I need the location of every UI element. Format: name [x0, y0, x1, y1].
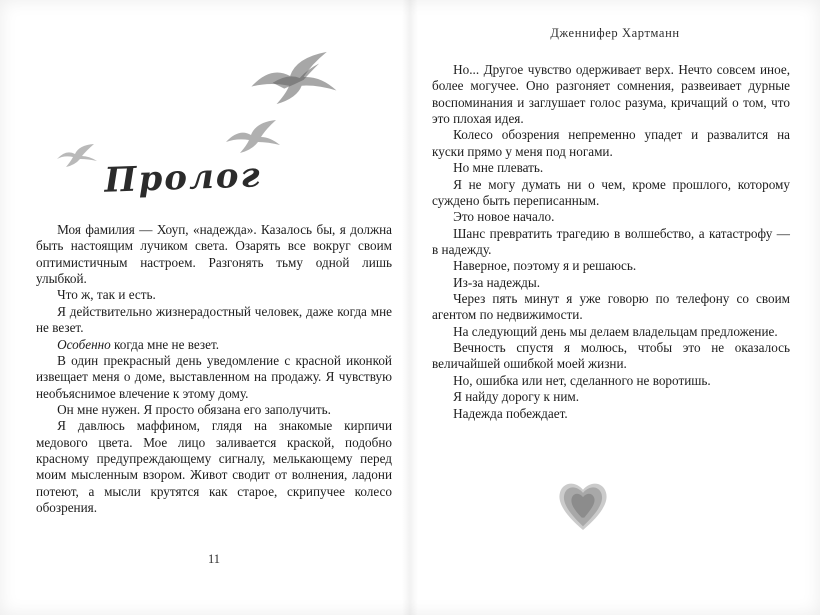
- page-number: 11: [207, 552, 221, 566]
- paragraph: Колесо обозрения непременно упадет и развалится на куски прямо у меня под ногами.: [432, 127, 790, 159]
- paragraph: В один прекрасный день уведомление с красной иконкой извещает меня о доме, выставленном на продажу. Я чувствую необъяснимое влечение к этому дому.: [36, 352, 392, 401]
- paragraph: На следующий день мы делаем владельцам предложение.: [453, 323, 778, 339]
- paragraph-emphasis: [36, 337, 392, 353]
- right-page-text: [432, 62, 790, 422]
- bird-icon-large: [242, 48, 342, 106]
- running-head-author: Дженнифер Хартманн: [550, 26, 680, 40]
- paragraph: Из-за надежды.: [453, 274, 541, 290]
- paragraph: Я давлюсь маффином, глядя на знакомые кирпичи медового цвета. Мое лицо заливается краской, подобно красному предупреждающему сигналу, мелькающему перед моим мысленным взором. Живот сводит от волнения, ладони потеют, а мысли крутятся как старое, скрипучее колесо обозрения.: [36, 418, 392, 516]
- paragraph: Но мне плевать.: [453, 160, 544, 176]
- paragraph: Но, ошибка или нет, сделанного не воротишь.: [453, 372, 711, 388]
- paragraph: Моя фамилия — Хоуп, «надежда». Казалось бы, я должна быть настоящим лучиком света. Озарять все вокруг своим оптимистичным настроем. Разгонять тьму одной лишь улыбкой.: [36, 222, 392, 287]
- paragraph: Но... Другое чувство одерживает верх. Нечто совсем иное, более могучее. Оно разгоняет сомнения, развеивает дурные воспоминания и заглушает голос разума, кричащий о том, что это плохая идея.: [432, 62, 790, 127]
- paragraph: Я действительно жизнерадостный человек, даже когда мне не везет.: [36, 303, 392, 336]
- paragraph: Наверное, поэтому я и решаюсь.: [453, 258, 637, 274]
- paragraph: Я не могу думать ни о чем, кроме прошлого, которому суждено быть переписанным.: [432, 176, 790, 208]
- paragraph-rest: когда мне не везет.: [110, 336, 220, 352]
- paragraph: Это новое начало.: [453, 209, 555, 225]
- paragraph: Я найду дорогу к ним.: [453, 389, 580, 405]
- left-page-text: [36, 222, 392, 516]
- prologue-title: Пролог: [103, 155, 263, 201]
- paragraph: Через пять минут я уже говорю по телефону со своим агентом по недвижимости.: [432, 291, 790, 323]
- paragraph: Он мне нужен. Я просто обязана его заполучить.: [57, 401, 331, 417]
- emphasized-word: Особенно: [57, 336, 111, 352]
- paragraph: Что ж, так и есть.: [57, 287, 156, 303]
- paragraph: Шанс превратить трагедию в волшебство, а катастрофу — в надежду.: [432, 225, 790, 257]
- paragraph: Вечность спустя я молюсь, чтобы это не оказалось величайшей ошибкой моей жизни.: [432, 340, 790, 372]
- paragraph: Надежда побеждает.: [453, 405, 568, 421]
- bird-icon-medium: [222, 118, 284, 154]
